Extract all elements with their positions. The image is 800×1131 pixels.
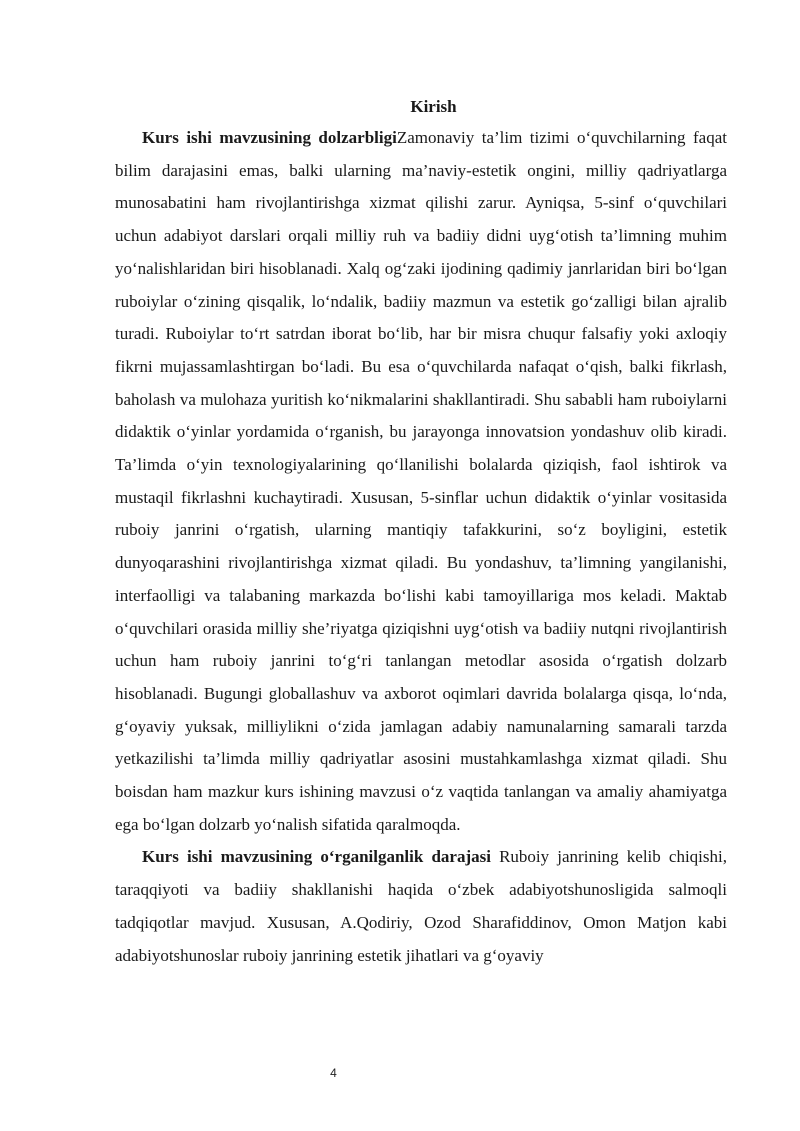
paragraph-heading: Kurs ishi mavzusining o‘rganilganlik darajasi (142, 847, 491, 867)
paragraph-heading: Kurs ishi mavzusining dolzarbligi (142, 128, 397, 147)
document-body (115, 122, 727, 972)
paragraph-text: Zamonaviy ta’lim tizimi o‘quvchilarning faqat bilim darajasini emas, balki ularning ma’naviy-estetik ongini, milliy qadriyatlarga munosabatini ham rivojlantirishga xizmat qilishi zarur. Ayniqsa, 5-sinf o‘quvchilari uchun adabiyot darslari orqali milliy ruh va badiiy didni uyg‘otish ta’limning muhim yo‘nalishlaridan biri hisoblanadi. Xalq og‘zaki ijodining qadimiy janrlaridan biri bo‘lgan ruboiylar o‘zining qisqalik, lo‘ndalik, badiiy mazmun va estetik go‘zalligi bilan ajralib turadi. Ruboiylar to‘rt satrdan iborat bo‘lib, har bir misra chuqur falsafiy yoki axloqiy fikrni mujassamlashtirgan bo‘ladi. Bu esa o‘quvchilarda nafaqat o‘qish, balki fikrlash, baholash va mulohaza yuritish ko‘nikmalarini shakllantiradi. Shu sababli ham ruboiylarni didaktik o‘yinlar yordamida o‘rganish, bu jarayonga innovatsion yondashuv olib kiradi. Ta’limda o‘yin texnologiyalarining qo‘llanilishi bolalarda qiziqish, faol ishtirok va mustaqil fikrlashni kuchaytiradi. Xususan, 5-sinflar uchun didaktik o‘yinlar vositasida ruboiy janrini o‘rgatish, ularning mantiqiy tafakkurini, so‘z boyligini, estetik dunyoqarashini rivojlantirishga xizmat qiladi. Bu yondashuv, ta’limning yangilanishi, interfaolligi va talabaning markazda bo‘lishi kabi tamoyillariga mos keladi. Maktab o‘quvchilari orasida milliy she’riyatga qiziqishni uyg‘otish va badiiy nutqni rivojlantirish uchun ham ruboiy janrini to‘g‘ri tanlangan metodlar asosida o‘rgatish dolzarb hisoblanadi. Bugungi globallashuv va axborot oqimlari davrida bolalarga qisqa, lo‘nda, g‘oyaviy yuksak, milliylikni o‘zida jamlagan adabiy namunalarning samarali tarzda yetkazilishi ta’limda milliy qadriyatlar asosini mustahkamlashga xizmat qiladi. Shu boisdan ham mazkur kurs ishining mavzusi o‘z vaqtida tanlangan va amaliy ahamiyatga ega bo‘lgan dolzarb yo‘nalish sifatida qaralmoqda. (115, 128, 727, 834)
paragraph-study-level (115, 841, 727, 972)
page-number: 4 (330, 1066, 337, 1080)
page-title: Kirish (410, 97, 457, 116)
paragraph-text: Ruboiy janrining kelib chiqishi, taraqqiyoti va badiiy shakllanishi haqida o‘zbek adabiyotshunosligida salmoqli tadqiqotlar mavjud. Xususan, A.Qodiriy, Ozod Sharafiddinov, Omon Matjon kabi adabiyotshunoslar ruboiy janrining estetik jihatlari va g‘oyaviy (115, 847, 727, 965)
paragraph-relevance (115, 122, 727, 841)
